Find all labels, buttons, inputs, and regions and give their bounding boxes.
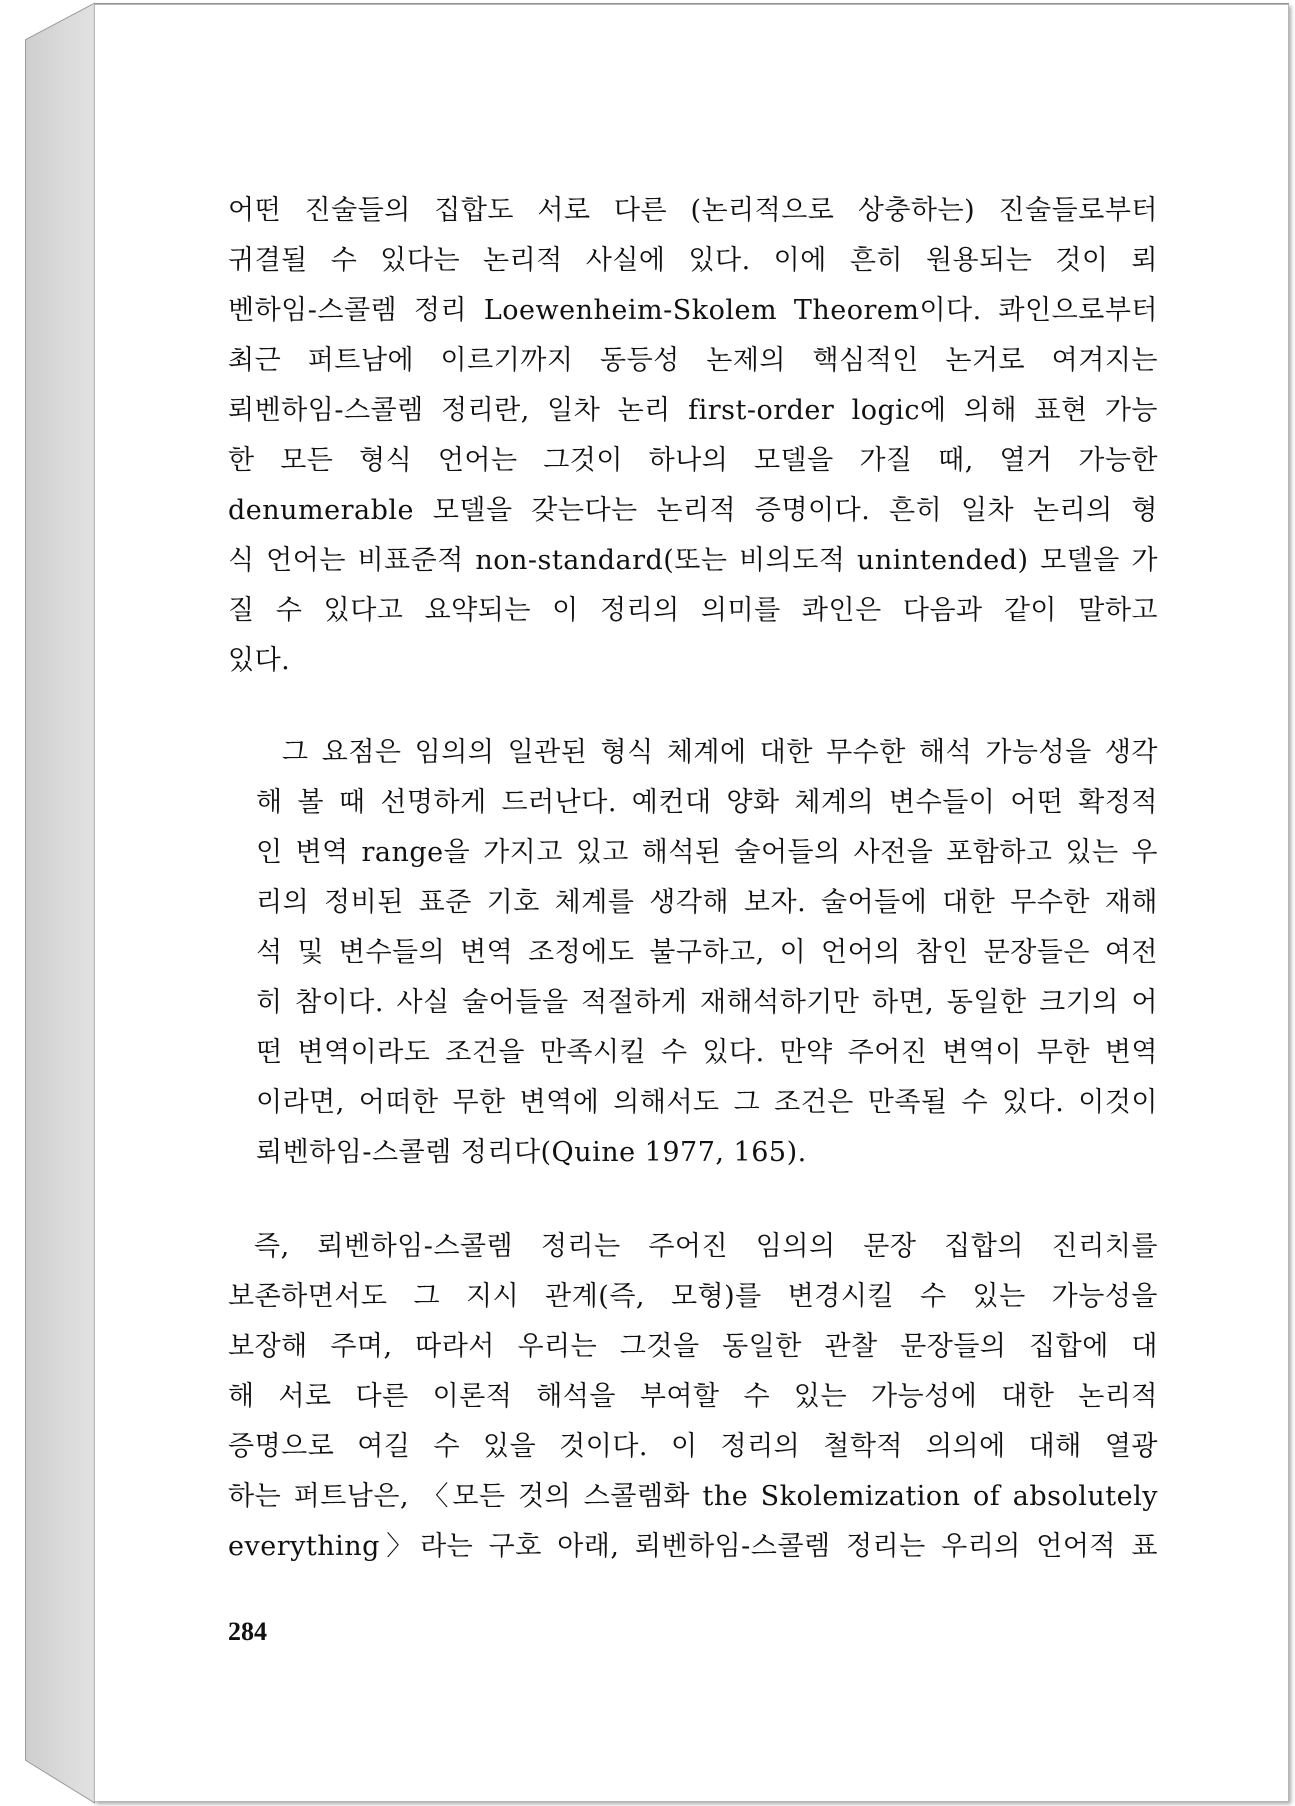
text-line: 하는 퍼트남은, 〈모든 것의 스콜렘화 the Skolemization of absolutely [228, 1481, 1158, 1512]
text-line: 귀결될 수 있다는 논리적 사실에 있다. 이에 흔히 원용되는 것이 뢰 [228, 245, 1158, 276]
text-line: 한 모든 형식 언어는 그것이 하나의 모델을 가질 때, 열거 가능한 [228, 445, 1158, 476]
text-line: 석 및 변수들의 변역 조정에도 불구하고, 이 언어의 참인 문장들은 여전 [256, 937, 1158, 968]
page-number: 284 [228, 1617, 267, 1646]
text-line: 뢰벤하임-스콜렘 정리란, 일차 논리 first-order logic에 의해 표현 가능 [228, 395, 1158, 426]
text-line: 증명으로 여길 수 있을 것이다. 이 정리의 철학적 의의에 대해 열광 [228, 1431, 1158, 1462]
text-line: 떤 변역이라도 조건을 만족시킬 수 있다. 만약 주어진 변역이 무한 변역 [256, 1037, 1158, 1068]
text-line: 식 언어는 비표준적 non-standard(또는 비의도적 unintended) 모델을 가 [228, 545, 1158, 576]
text-line: 리의 정비된 표준 기호 체계를 생각해 보자. 술어들에 대한 무수한 재해 [256, 887, 1158, 918]
text-line: 최근 퍼트남에 이르기까지 동등성 논제의 핵심적인 논거로 여겨지는 [228, 345, 1158, 376]
text-line: 보장해 주며, 따라서 우리는 그것을 동일한 관찰 문장들의 집합에 대 [228, 1331, 1158, 1362]
text-line: 어떤 진술들의 집합도 서로 다른 (논리적으로 상충하는) 진술들로부터 [228, 195, 1158, 226]
text-line: 질 수 있다고 요약되는 이 정리의 의미를 콰인은 다음과 같이 말하고 [228, 595, 1158, 626]
text-line: 해 볼 때 선명하게 드러난다. 예컨대 양화 체계의 변수들이 어떤 확정적 [256, 787, 1158, 818]
text-line: 뢰벤하임-스콜렘 정리다(Quine 1977, 165). [256, 1137, 807, 1168]
text-line: 이라면, 어떠한 무한 변역에 의해서도 그 조건은 만족될 수 있다. 이것이 [256, 1087, 1158, 1118]
text-line: 인 변역 range을 가지고 있고 해석된 술어들의 사전을 포함하고 있는 우 [256, 837, 1158, 868]
text-line: 즉, 뢰벤하임-스콜렘 정리는 주어진 임의의 문장 집합의 진리치를 [254, 1231, 1158, 1262]
text-line: 보존하면서도 그 지시 관계(즉, 모형)를 변경시킬 수 있는 가능성을 [228, 1281, 1158, 1312]
text-line: 그 요점은 임의의 일관된 형식 체계에 대한 무수한 해석 가능성을 생각 [282, 737, 1158, 768]
text-line: 히 참이다. 사실 술어들을 적절하게 재해석하기만 하면, 동일한 크기의 어 [256, 987, 1158, 1018]
text-line: 해 서로 다른 이론적 해석을 부여할 수 있는 가능성에 대한 논리적 [228, 1381, 1158, 1412]
text-line: 있다. [228, 645, 291, 676]
text-line: everything〉라는 구호 아래, 뢰벤하임-스콜렘 정리는 우리의 언어적 표 [228, 1531, 1158, 1562]
text-line: denumerable 모델을 갖는다는 논리적 증명이다. 흔히 일차 논리의 형 [228, 495, 1158, 526]
text-line: 벤하임-스콜렘 정리 Loewenheim-Skolem Theorem이다. 콰인으로부터 [228, 295, 1158, 326]
